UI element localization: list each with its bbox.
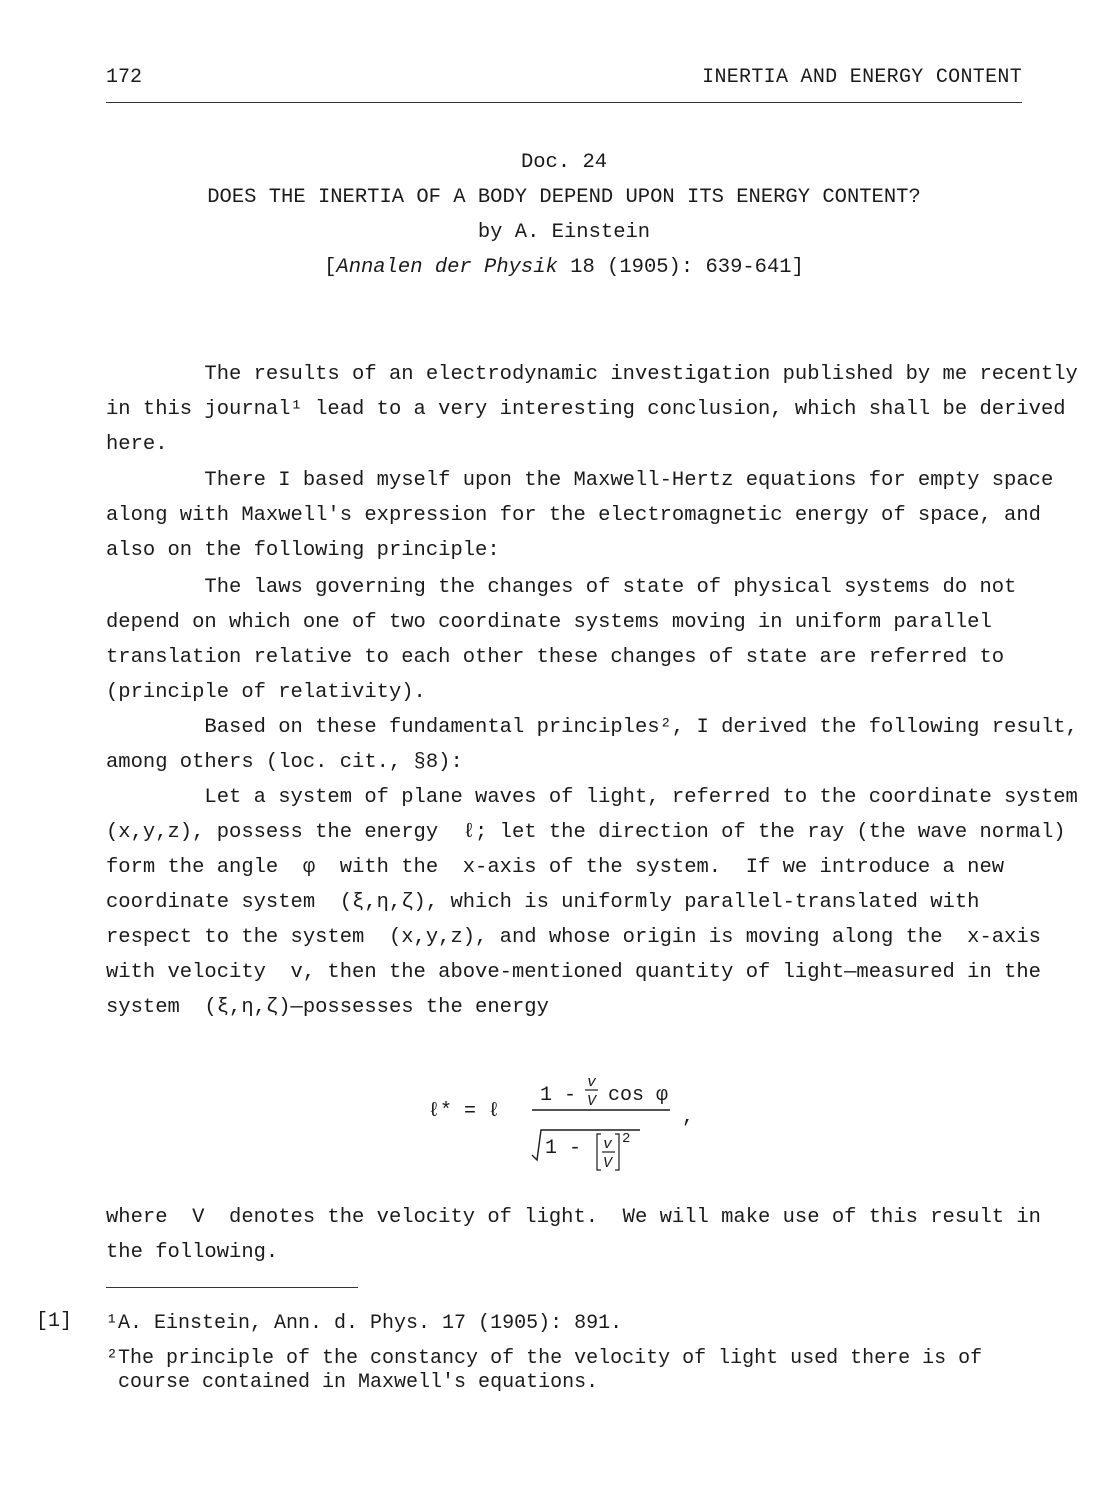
formula-lhs: ℓ* = ℓ [428, 1100, 501, 1123]
paragraph-4: Based on these fundamental principles², I derived the following result, among others (loc. cit., §8): [106, 716, 1078, 774]
paragraph-3: The laws governing the changes of state of physical systems do not depend on which one of two coordinate systems moving in uniform parallel translation relative to each other these changes of state are referred to (principle of relativity). [106, 576, 1017, 704]
numerator-frac-top: v [587, 1074, 597, 1091]
doc-number: Doc. 24 [520, 151, 608, 174]
header-rule [106, 102, 1022, 103]
numerator-one: 1 - [540, 1084, 577, 1107]
citation-line [106, 250, 1022, 285]
running-head: INERTIA AND ENERGY CONTENT [702, 66, 1022, 89]
citation-prefix: [ [324, 256, 337, 279]
paragraph-6: where V denotes the velocity of light. We will make use of this result in the following. [106, 1206, 1041, 1264]
denominator-exponent: 2 [622, 1131, 631, 1147]
left-bracket [597, 1134, 601, 1170]
paragraph-1: The results of an electrodynamic investigation published by me recently in this journal¹ lead to a very interesting conclusion, which shall be derived here. [106, 363, 1078, 456]
numerator-frac-bottom: V [587, 1093, 597, 1110]
editorial-note-marker: [1] [36, 1310, 73, 1333]
paragraph-2: There I based myself upon the Maxwell-Hertz equations for empty space along with Maxwell's expression for the electromagnetic energy of space, and also on the following principle: [106, 469, 1054, 562]
title-block [106, 145, 1022, 285]
formula-trailing-comma: , [682, 1106, 695, 1129]
right-bracket [615, 1134, 619, 1170]
paper-title: DOES THE INERTIA OF A BODY DEPEND UPON ITS ENERGY CONTENT? [207, 186, 921, 209]
page-number: 172 [106, 66, 143, 89]
denominator-frac-bottom: V [603, 1155, 613, 1172]
denominator-frac-top: v [603, 1136, 613, 1153]
footnote-2: ²The principle of the constancy of the velocity of light used there is of course contained in Maxwell's equations. [106, 1347, 983, 1394]
energy-formula [360, 1060, 760, 1180]
denominator-one: 1 - [545, 1137, 582, 1160]
paragraph-5: Let a system of plane waves of light, referred to the coordinate system (x,y,z), possess the energy ℓ; let the direction of the ray (the wave normal) form the angle φ with the x-axis of the system. If we introduce a new coordinate system (ξ,η,ζ), which is uniformly parallel-translated with respect to the system (x,y,z), and whose origin is moving along the x-axis with velocity v, then the above-mentioned quantity of light—measured in the system (ξ,η,ζ)—possesses the energy [106, 786, 1078, 1019]
author-line: by A. Einstein [477, 221, 651, 244]
footnote-rule [106, 1287, 358, 1288]
footnote-1: ¹A. Einstein, Ann. d. Phys. 17 (1905): 891. [106, 1312, 623, 1335]
citation-journal: Annalen der Physik [336, 256, 558, 279]
formula-svg [360, 1060, 760, 1180]
numerator-cos: cos φ [608, 1084, 669, 1107]
citation-rest: 18 (1905): 639-641] [557, 256, 804, 279]
